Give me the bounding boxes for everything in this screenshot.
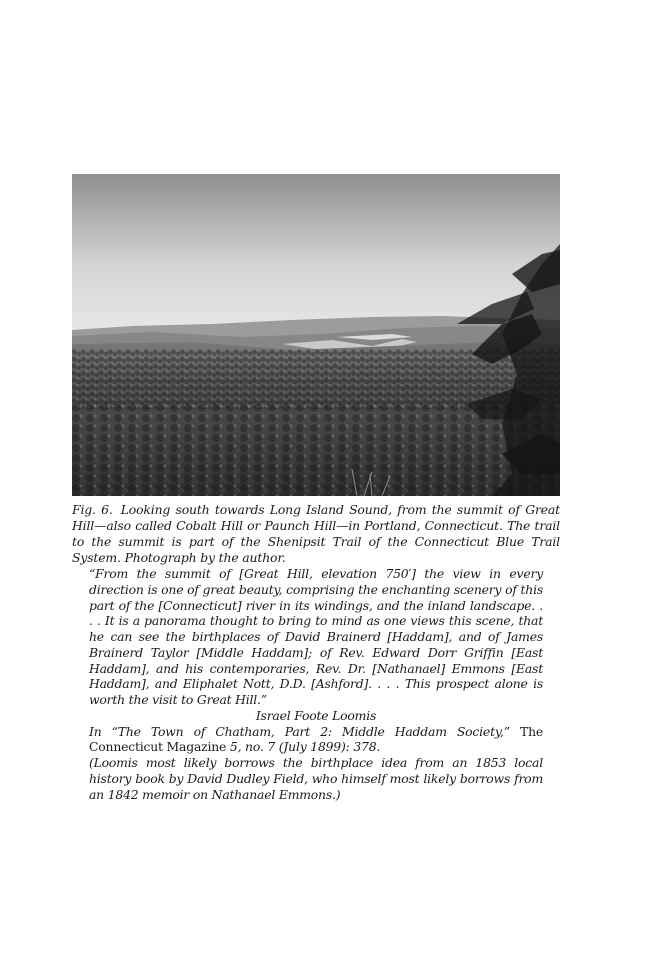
- figure-caption: [72, 502, 560, 566]
- source-magazine-title: The Connecticut Magazine: [89, 723, 543, 755]
- landscape-photo-image: [72, 174, 560, 496]
- epigraph-note: (Loomis most likely borrows the birthplace idea from an 1853 local history book by David Dudley Field, who himself most likely borrows from an 1842 memoir on Nathanael Emmons.): [89, 755, 543, 802]
- epigraph-block: [89, 566, 543, 802]
- epigraph-quote: “From the summit of [Great Hill, elevation 750′] the view in every direction is one of great beauty, comprising the enchanting scenery of this part of the [Connecticut] river in its windings, and the inland landscape. . . . It is a panorama thought to bring to mind as one views this scene, that he can see the birthplaces of David Brainerd [Haddam], and of James Brainerd Taylor [Middle Haddam]; of Rev. Edward Dorr Griffin [East Haddam], and his contemporaries, Rev. Dr. [Nathanael] Emmons [East Haddam], and Eliphalet Nott, D.D. [Ashford]. . . . This prospect alone is worth the visit to Great Hill.”: [89, 566, 543, 707]
- figure-caption-text: Looking south towards Long Island Sound, from the summit of Great Hill—also called Cobalt Hill or Paunch Hill—in Portland, Connecticut. The trail to the summit is part of the Shenipsit Trail of the Connecticut Blue Trail System. Photograph by the author.: [72, 502, 560, 565]
- figure-label: Fig. 6.: [72, 502, 113, 517]
- source-prefix: In “The Town of Chatham, Part 2: Middle Haddam Society,”: [89, 723, 521, 739]
- epigraph-attribution: Israel Foote Loomis: [255, 707, 377, 723]
- epigraph-source: [89, 724, 543, 756]
- source-suffix: 5, no. 7 (July 1899): 378.: [226, 739, 381, 755]
- landscape-photograph: [72, 174, 560, 496]
